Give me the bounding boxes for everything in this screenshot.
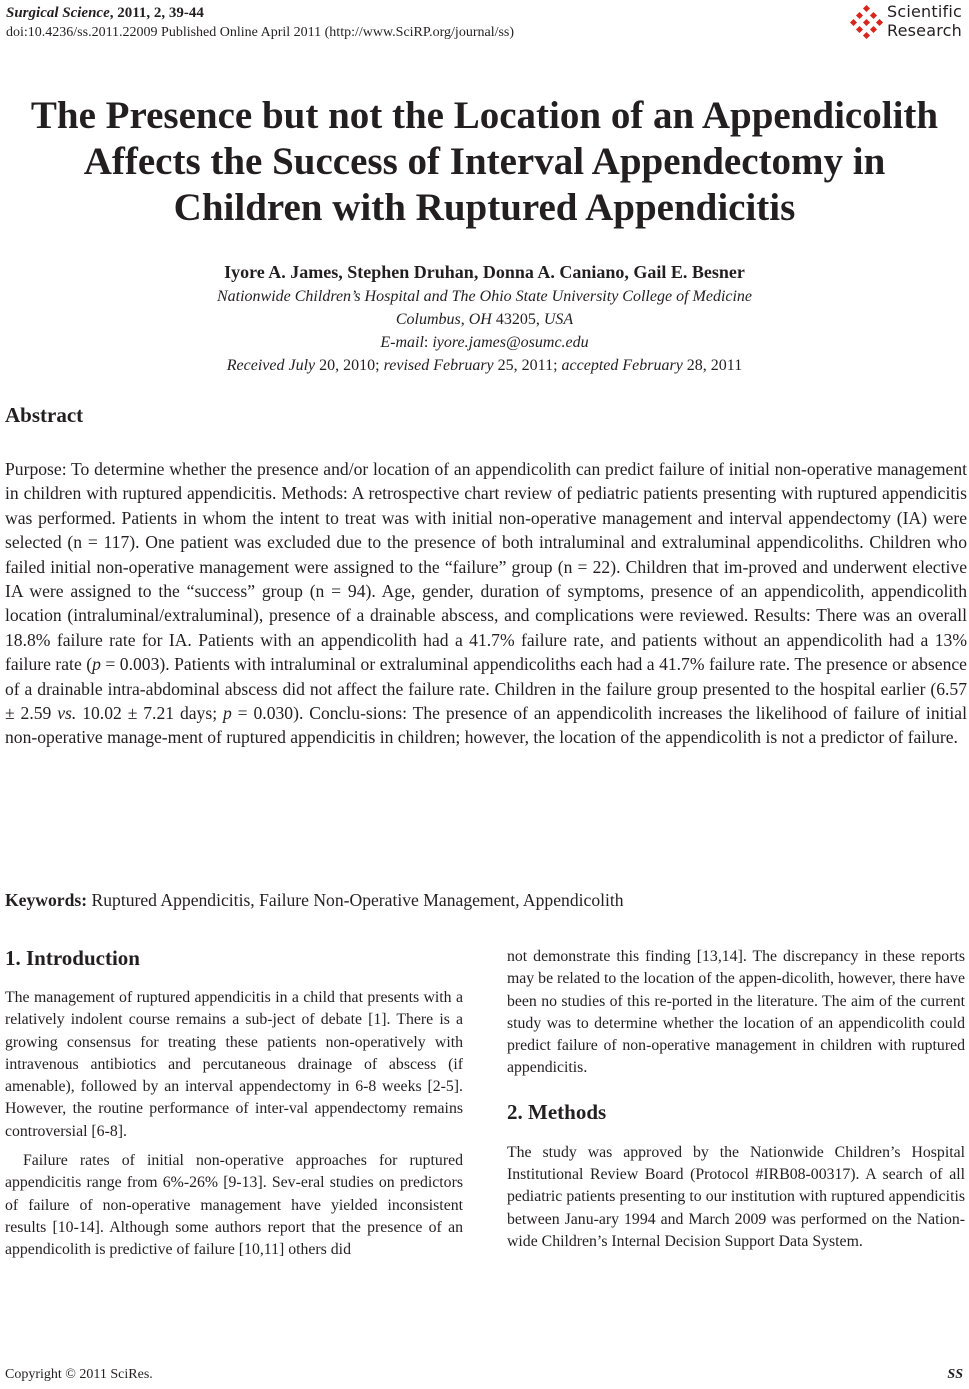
email-line: E-mail: iyore.james@osumc.edu xyxy=(380,334,589,351)
affiliation-text: Nationwide Children’s Hospital and The Ohio State University College of Medicine xyxy=(216,288,753,305)
zip: 43205, xyxy=(491,311,544,328)
affiliation xyxy=(0,286,969,308)
received-date: 20, 2010; xyxy=(315,357,384,374)
logo-text xyxy=(887,2,962,40)
intro-paragraph-1: The management of ruptured appendicitis in a child that presents with a relatively indolent course remains a sub-ject of debate [1]. There is a growing consensus for treating these patients non-operatively with intravenous antibiotics and percutaneous drainage of abscess (if amenable), followed by an interval appendectomy in 6-8 weeks [2-5]. However, the routine performance of inter-val appendectomy remains controversial [6-8]. xyxy=(5,989,463,1140)
abstract-body xyxy=(5,457,967,750)
keywords-text: Ruptured Appendicitis, Failure Non-Operative Management, Appendicolith xyxy=(87,890,624,910)
country: USA xyxy=(543,311,574,328)
accepted-label: accepted February xyxy=(561,357,683,374)
email-address[interactable]: iyore.james@osumc.edu xyxy=(432,334,589,351)
accepted-date: 28, 2011 xyxy=(682,357,743,374)
publisher-logo xyxy=(847,2,969,42)
keywords xyxy=(5,888,624,912)
journal-citation xyxy=(6,4,204,23)
article-authors: Iyore A. James, Stephen Druhan, Donna A. Caniano, Gail E. Besner xyxy=(224,262,745,282)
copyright-notice: Copyright © 2011 SciRes. xyxy=(5,1367,153,1382)
journal-abbreviation: SS xyxy=(947,1367,963,1382)
revised-label: revised February xyxy=(383,357,494,374)
methods-heading: 2. Methods xyxy=(507,1099,607,1124)
city: Columbus xyxy=(395,311,461,328)
p-symbol: p xyxy=(92,654,101,675)
p-symbol: p xyxy=(222,703,232,724)
dates-line xyxy=(0,355,969,377)
state: OH xyxy=(468,311,492,328)
right-column xyxy=(507,946,965,1253)
logo-line-2: Research xyxy=(887,21,962,40)
intro-paragraph-2: Failure rates of initial non-operative approaches for ruptured appendicitis range from 6%-26% [9-13]. Sev-eral studies on predictors of failure of non-operative management have yielded inconsistent results [10-14]. Although some authors report that the presence of an appendicolith is predictive of failure [10,11] others did xyxy=(5,1152,463,1259)
journal-name: Surgical Science xyxy=(6,5,110,21)
intro-paragraph-2-continued: not demonstrate this finding [13,14]. The discrepancy in these reports may be related to the location of the appen-dicolith, however, there have been no studies of this re-ported in the literature. The aim of the current study was to determine whether the location of an appendicolith could predict failure of non-operative management in children with ruptured appendicitis. xyxy=(507,948,965,1077)
revised-date: 25, 2011; xyxy=(493,357,562,374)
abstract-text-2: = 0.003). Patients with intraluminal or extraluminal appendicoliths each had a 41.7% failure rate. The presence or absence of a drainable intra-abdominal abscess did not affect the failure rate. Children in the failure group presented to the hospital earlier (6.57 ± 2.59 xyxy=(5,654,967,724)
left-column xyxy=(5,945,463,1262)
journal-volume: , 2011, 2, 39-44 xyxy=(109,5,204,21)
doi-line: doi:10.4236/ss.2011.22009 Published Online April 2011 (http://www.SciRP.org/journal/ss) xyxy=(6,25,515,40)
introduction-heading: 1. Introduction xyxy=(5,946,140,970)
logo-mark-icon xyxy=(851,6,883,38)
abstract-heading: Abstract xyxy=(5,403,84,427)
article-title: The Presence but not the Location of an Appendicolith Affects the Success of Interval Appendectomy in Children with Ruptured Appendicitis xyxy=(30,94,939,229)
vs-text: vs. xyxy=(57,703,77,724)
abstract-text-3: 10.02 ± 7.21 days; xyxy=(76,703,223,724)
email-label: E-mail xyxy=(380,334,424,351)
keywords-label: Keywords: xyxy=(5,890,88,910)
methods-paragraph-1: The study was approved by the Nationwide Children’s Hospital Institutional Review Board (Protocol #IRB08-00317). A search of all pediatric patients presenting to our institution with ruptured appendicitis between Janu-ary 1994 and March 2009 was performed on the Nation-wide Children’s Internal Decision Support Data System. xyxy=(507,1143,965,1250)
received-label: Received July xyxy=(226,357,316,374)
abstract-text-4: = 0.030). Conclu-sions: The presence of an appendicolith increases the likelihood of failure of initial non-operative manage-ment of ruptured appendicitis in children; however, the location of the appendicolith is not a predictor of failure. xyxy=(5,703,967,748)
address: Columbus, OH 43205, USA xyxy=(395,311,574,328)
abstract-text-1: Purpose: To determine whether the presence and/or location of an appendicolith can predict failure of initial non-operative management in children with ruptured appendicitis. Methods: A retrospective chart review of pediatric patients presenting with ruptured appendicitis was performed. Patients in whom the intent to treat was with initial non-operative management and interval appendectomy (IA) were selected (n = 117). One patient was excluded due to the presence of both intraluminal and extraluminal appendicoliths. Children who failed initial non-operative management were assigned to the “failure” group (n = 22). Children that im-proved and underwent elective IA were assigned to the “success” group (n = 94). Age, gender, duration of symptoms, presence of an appendicolith, appendicolith location (intraluminal/extraluminal), presence of a drainable abscess, and complications were reviewed. Results: There was an overall 18.8% failure rate for IA. Patients with an appendicolith had a 41.7% failure rate, and patients without an appendicolith had a 13% failure rate ( xyxy=(5,459,967,675)
logo-line-1: Scientific xyxy=(887,2,962,21)
